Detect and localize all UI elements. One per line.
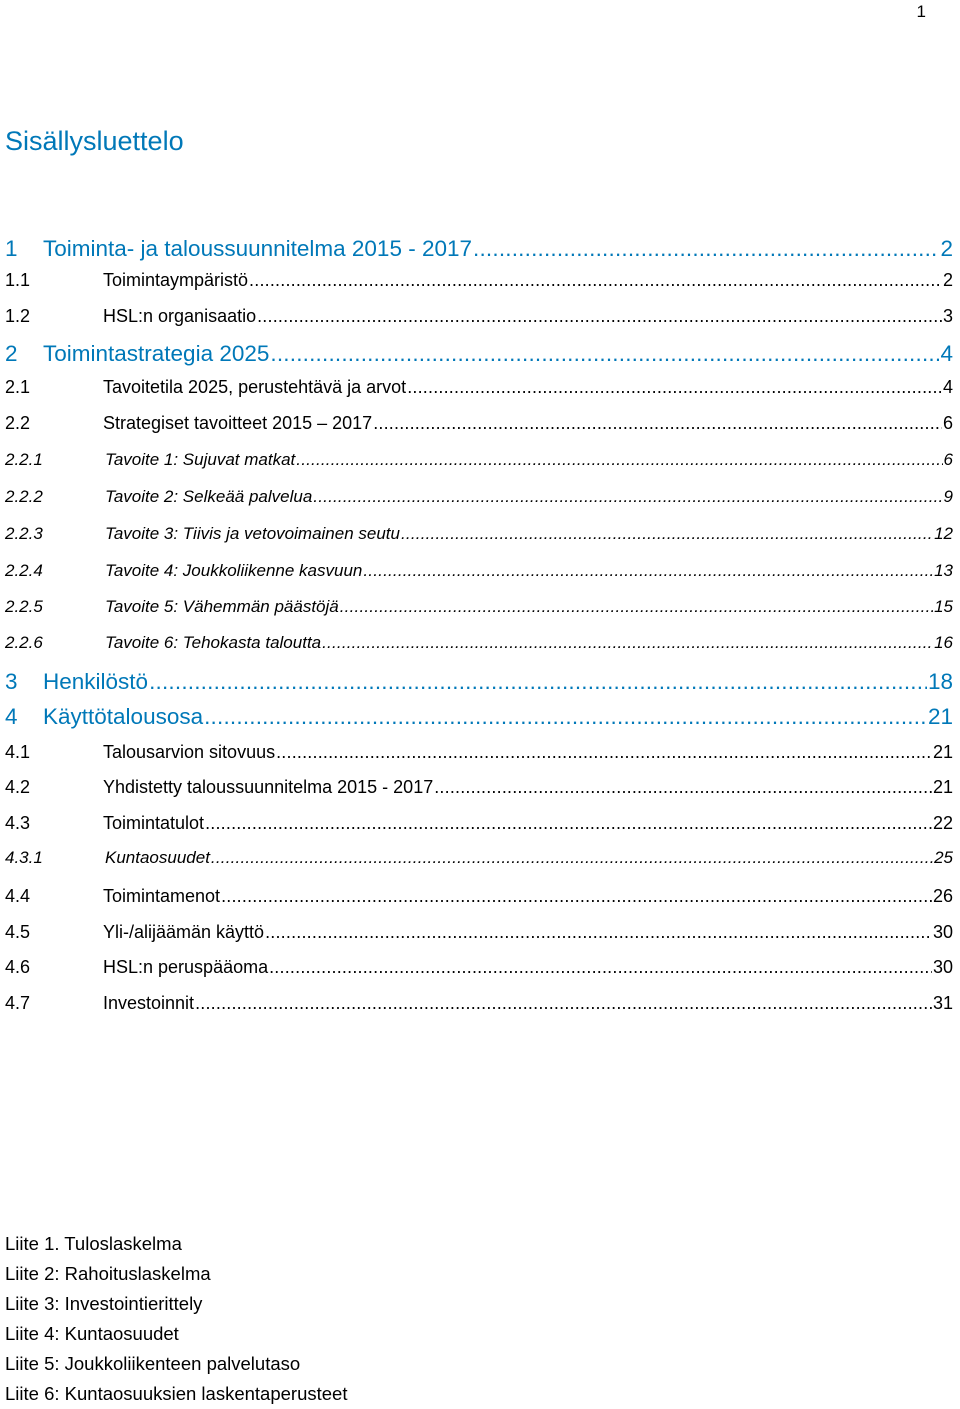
toc-dot-leader xyxy=(204,704,927,730)
toc-entry-page: 21 xyxy=(927,704,953,729)
toc-entry-page: 25 xyxy=(934,848,953,867)
toc-entry-2-2[interactable] xyxy=(5,413,953,439)
toc-entry-page: 16 xyxy=(934,633,953,652)
toc-dot-leader xyxy=(257,306,942,327)
toc-entry-title: Yli-/alijäämän käyttö xyxy=(103,922,265,942)
toc-dot-leader xyxy=(265,922,932,943)
toc-dot-leader xyxy=(373,413,942,434)
toc-entry-number: 2.2.3 xyxy=(5,524,43,543)
toc-entry-title: Toimintamenot xyxy=(103,886,221,906)
toc-entry-2-2-1[interactable] xyxy=(5,450,953,476)
toc-entry-title: HSL:n peruspääoma xyxy=(103,957,269,977)
toc-dot-leader xyxy=(313,487,942,507)
toc-entry-4-5[interactable] xyxy=(5,922,953,948)
toc-entry-4-2[interactable] xyxy=(5,777,953,803)
toc-entry-1-1[interactable] xyxy=(5,270,953,296)
attachment-item: Liite 2: Rahoituslaskelma xyxy=(5,1263,211,1284)
toc-entry-page: 30 xyxy=(932,957,953,977)
toc-dot-leader xyxy=(434,777,932,798)
toc-entry-page: 12 xyxy=(934,524,953,543)
toc-entry-title: Käyttötalousosa xyxy=(43,704,204,729)
toc-entry-title: Talousarvion sitovuus xyxy=(103,742,276,762)
toc-entry-title: Henkilöstö xyxy=(43,669,149,694)
toc-entry-title: Tavoite 6: Tehokasta taloutta xyxy=(105,633,322,652)
toc-entry-number: 1.1 xyxy=(5,270,31,290)
toc-entry-4-3[interactable] xyxy=(5,813,953,839)
attachment-list xyxy=(5,1229,347,1409)
toc-dot-leader xyxy=(221,886,932,907)
toc-dot-leader xyxy=(195,993,932,1014)
attachment-item: Liite 3: Investointierittely xyxy=(5,1293,203,1314)
attachment-item: Liite 1. Tuloslaskelma xyxy=(5,1233,182,1254)
toc-entry-page: 3 xyxy=(942,306,953,326)
toc-entry-page: 6 xyxy=(943,450,953,469)
toc-entry-page: 15 xyxy=(934,597,953,616)
attachment-item: Liite 4: Kuntaosuudet xyxy=(5,1323,179,1344)
toc-entry-title: Yhdistetty taloussuunnitelma 2015 - 2017 xyxy=(103,777,434,797)
toc-entry-title: Kuntaosuudet xyxy=(105,848,210,867)
toc-entry-number: 4.4 xyxy=(5,886,31,906)
toc-entry-number: 4.2 xyxy=(5,777,31,797)
toc-entry-3[interactable] xyxy=(5,669,953,703)
toc-dot-leader xyxy=(401,524,933,544)
toc-entry-number: 2.2.6 xyxy=(5,633,43,652)
toc-dot-leader xyxy=(340,597,933,617)
toc-entry-4-6[interactable] xyxy=(5,957,953,983)
toc-entry-title: Toimintaympäristö xyxy=(103,270,249,290)
toc-dot-leader xyxy=(205,813,932,834)
toc-dot-leader xyxy=(149,669,927,695)
toc-entry-title: Toimintastrategia 2025 xyxy=(43,341,270,366)
toc-entry-page: 13 xyxy=(934,561,953,580)
toc-entry-number: 2.2 xyxy=(5,413,31,433)
toc-entry-number: 2.2.1 xyxy=(5,450,43,469)
toc-entry-page: 26 xyxy=(932,886,953,906)
toc-entry-2-2-6[interactable] xyxy=(5,633,953,659)
toc-entry-2-2-5[interactable] xyxy=(5,597,953,623)
toc-entry-number: 4.1 xyxy=(5,742,31,762)
toc-dot-leader xyxy=(211,848,933,868)
toc-entry-number: 4.3.1 xyxy=(5,848,43,867)
toc-entry-page: 6 xyxy=(942,413,953,433)
toc-dot-leader xyxy=(249,270,942,291)
toc-entry-page: 18 xyxy=(927,669,953,694)
toc-entry-page: 4 xyxy=(942,377,953,397)
toc-entry-4-7[interactable] xyxy=(5,993,953,1019)
toc-entry-title: Tavoite 1: Sujuvat matkat xyxy=(105,450,296,469)
toc-entry-title: Tavoite 3: Tiivis ja vetovoimainen seutu xyxy=(105,524,400,543)
toc-entry-number: 2.2.2 xyxy=(5,487,43,506)
toc-entry-number: 4.6 xyxy=(5,957,31,977)
toc-entry-number: 4 xyxy=(5,704,18,729)
toc-entry-title: Tavoite 2: Selkeää palvelua xyxy=(105,487,313,506)
toc-dot-leader xyxy=(269,957,932,978)
toc-entry-title: Strategiset tavoitteet 2015 – 2017 xyxy=(103,413,373,433)
toc-entry-number: 4.5 xyxy=(5,922,31,942)
toc-dot-leader xyxy=(473,236,939,262)
page-number: 1 xyxy=(916,2,926,21)
toc-entry-page: 22 xyxy=(932,813,953,833)
toc-entry-page: 21 xyxy=(932,777,953,797)
toc-entry-number: 2.2.5 xyxy=(5,597,43,616)
toc-title: Sisällysluettelo xyxy=(5,126,184,156)
toc-entry-page: 31 xyxy=(932,993,953,1013)
toc-dot-leader xyxy=(296,450,942,470)
toc-entry-page: 21 xyxy=(932,742,953,762)
toc-entry-page: 9 xyxy=(943,487,953,506)
toc-entry-title: Toimintatulot xyxy=(103,813,205,833)
toc-entry-page: 4 xyxy=(940,341,953,366)
toc-entry-title: Tavoite 5: Vähemmän päästöjä xyxy=(105,597,339,616)
toc-entry-4[interactable] xyxy=(5,704,953,738)
toc-entry-page: 30 xyxy=(932,922,953,942)
attachment-item: Liite 5: Joukkoliikenteen palvelutaso xyxy=(5,1353,301,1374)
toc-dot-leader xyxy=(407,377,942,398)
toc-entry-number: 2.2.4 xyxy=(5,561,43,580)
toc-entry-2-2-2[interactable] xyxy=(5,487,953,513)
toc-entry-title: HSL:n organisaatio xyxy=(103,306,257,326)
toc-entry-4-1[interactable] xyxy=(5,742,953,768)
toc-entry-number: 4.7 xyxy=(5,993,31,1013)
toc-entry-page: 2 xyxy=(942,270,953,290)
toc-entry-1[interactable] xyxy=(5,236,953,270)
toc-dot-leader xyxy=(363,561,933,581)
toc-entry-title: Toiminta- ja taloussuunnitelma 2015 - 2017 xyxy=(43,236,473,261)
toc-entry-number: 1.2 xyxy=(5,306,31,326)
toc-entry-4-4[interactable] xyxy=(5,886,953,912)
toc-entry-4-3-1[interactable] xyxy=(5,848,953,874)
toc-dot-leader xyxy=(270,341,939,367)
toc-entry-title: Investoinnit xyxy=(103,993,195,1013)
toc-entry-number: 2 xyxy=(5,341,18,366)
toc-entry-title: Tavoitetila 2025, perustehtävä ja arvot xyxy=(103,377,407,397)
toc-entry-2-2-3[interactable] xyxy=(5,524,953,550)
toc-entry-page: 2 xyxy=(940,236,953,261)
toc-dot-leader xyxy=(276,742,932,763)
toc-entry-2-2-4[interactable] xyxy=(5,561,953,587)
toc-entry-number: 3 xyxy=(5,669,18,694)
toc-entry-1-2[interactable] xyxy=(5,306,953,332)
toc-dot-leader xyxy=(322,633,933,653)
attachment-item: Liite 6: Kuntaosuuksien laskentaperusteet xyxy=(5,1383,348,1404)
toc-entry-title: Tavoite 4: Joukkoliikenne kasvuun xyxy=(105,561,363,580)
toc-entry-2[interactable] xyxy=(5,341,953,375)
toc-entry-2-1[interactable] xyxy=(5,377,953,403)
toc-entry-number: 2.1 xyxy=(5,377,31,397)
toc-entry-number: 1 xyxy=(5,236,18,261)
toc-entry-number: 4.3 xyxy=(5,813,31,833)
